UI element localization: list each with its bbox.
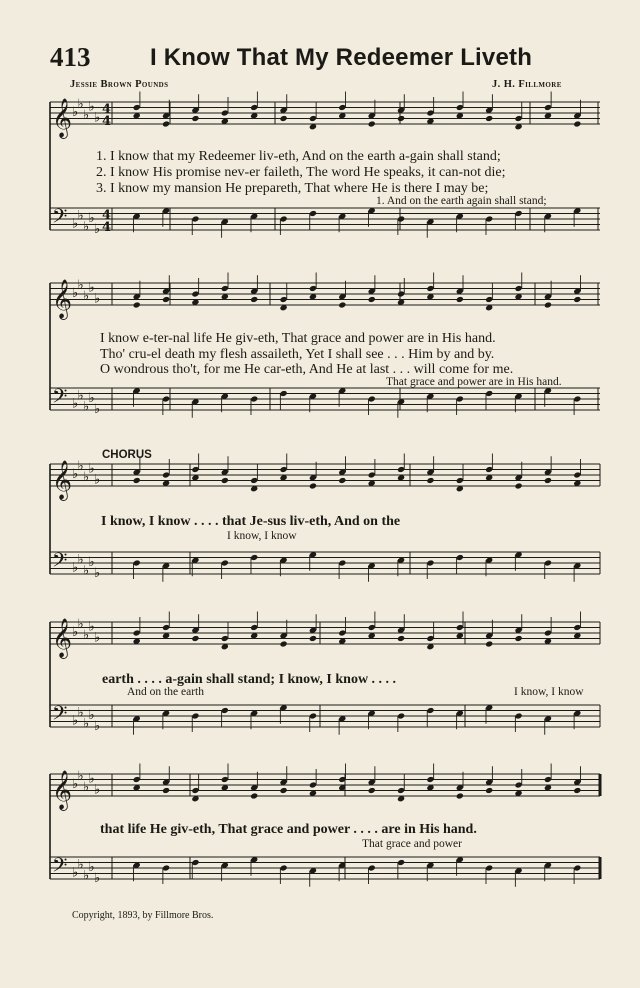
flat-icon: ♭ bbox=[83, 716, 90, 732]
flat-icon: ♭ bbox=[83, 627, 90, 643]
flat-icon: ♭ bbox=[72, 396, 79, 412]
notehead bbox=[250, 792, 258, 799]
notehead bbox=[368, 787, 376, 794]
flat-icon: ♭ bbox=[88, 619, 95, 635]
bass-clef-icon: 𝄢 bbox=[52, 701, 68, 730]
bass-clef-icon: 𝄢 bbox=[52, 384, 68, 413]
notehead bbox=[426, 477, 434, 484]
system2-verse2: Tho' cru-el death my flesh assaileth, Yet I shall see . . . Him by and by. bbox=[100, 347, 495, 362]
notehead bbox=[485, 640, 493, 647]
flat-icon: ♭ bbox=[88, 211, 95, 226]
flat-icon: ♭ bbox=[72, 777, 79, 792]
treble-clef-icon: 𝄞 bbox=[52, 279, 73, 319]
flat-icon: ♭ bbox=[77, 388, 84, 404]
flat-icon: ♭ bbox=[77, 208, 84, 224]
flat-icon: ♭ bbox=[77, 705, 84, 721]
notehead bbox=[309, 635, 317, 642]
system3-echo: I know, I know bbox=[227, 530, 297, 542]
notehead bbox=[515, 482, 523, 489]
system4-echo-right: I know, I know bbox=[514, 686, 584, 698]
notehead bbox=[338, 301, 346, 308]
notehead bbox=[191, 115, 199, 122]
notehead bbox=[456, 296, 464, 303]
flat-icon: ♭ bbox=[83, 107, 90, 123]
flat-icon: ♭ bbox=[94, 566, 101, 581]
notehead bbox=[544, 477, 552, 484]
notehead bbox=[280, 115, 288, 122]
notehead bbox=[280, 640, 288, 647]
flat-icon: ♭ bbox=[72, 560, 79, 576]
flat-icon: ♭ bbox=[88, 555, 95, 570]
system1-verse2: 2. I know His promise nev-er faileth, The word He speaks, it can-not die; bbox=[96, 165, 506, 180]
composer-credit: J. H. Fillmore bbox=[492, 79, 562, 90]
flat-icon: ♭ bbox=[94, 782, 101, 798]
flat-icon: ♭ bbox=[88, 461, 95, 477]
system5-lyric: that life He giv-eth, That grace and power . . . . are in His hand. bbox=[100, 822, 477, 837]
system4-echo-left: And on the earth bbox=[127, 686, 204, 698]
flat-icon: ♭ bbox=[77, 857, 84, 873]
notehead bbox=[397, 635, 405, 642]
flat-icon: ♭ bbox=[88, 708, 95, 723]
flat-icon: ♭ bbox=[94, 222, 101, 237]
notehead bbox=[133, 477, 141, 484]
notehead bbox=[573, 120, 581, 127]
flat-icon: ♭ bbox=[77, 768, 84, 784]
flat-icon: ♭ bbox=[77, 277, 84, 293]
flat-icon: ♭ bbox=[77, 96, 84, 112]
lyricist-credit: Jessie Brown Pounds bbox=[70, 79, 169, 90]
flat-icon: ♭ bbox=[94, 719, 101, 734]
flat-icon: ♭ bbox=[77, 552, 84, 568]
flat-icon: ♭ bbox=[83, 868, 90, 884]
system4-lyric: earth . . . . a-gain shall stand; I know, I know . . . . bbox=[102, 672, 397, 687]
flat-icon: ♭ bbox=[83, 399, 90, 415]
system2-echo: That grace and power are in His hand. bbox=[386, 376, 562, 388]
notehead bbox=[162, 120, 170, 127]
treble-clef-icon: 𝄞 bbox=[52, 770, 73, 810]
system3-lyric: I know, I know . . . . that Je-sus liv-eth, And on the bbox=[101, 514, 401, 529]
flat-icon: ♭ bbox=[88, 391, 95, 406]
hymn-number: 413 bbox=[50, 42, 91, 72]
notehead bbox=[338, 477, 346, 484]
notehead bbox=[133, 301, 141, 308]
flat-icon: ♭ bbox=[88, 280, 95, 296]
notehead bbox=[280, 787, 288, 794]
flat-icon: ♭ bbox=[88, 99, 95, 115]
notehead bbox=[162, 296, 170, 303]
flat-icon: ♭ bbox=[77, 458, 84, 474]
flat-icon: ♭ bbox=[83, 219, 90, 235]
notehead bbox=[162, 787, 170, 794]
treble-clef-icon: 𝄞 bbox=[52, 460, 73, 500]
notehead bbox=[397, 115, 405, 122]
flat-icon: ♭ bbox=[72, 216, 79, 232]
flat-icon: ♭ bbox=[94, 630, 101, 646]
notehead bbox=[309, 482, 317, 489]
notehead bbox=[191, 635, 199, 642]
system2-verse3: O wondrous tho't, for me He car-eth, And He at last . . . will come for me. bbox=[100, 362, 514, 377]
notehead bbox=[368, 296, 376, 303]
time-signature-bottom: 4 bbox=[102, 220, 112, 235]
treble-clef-icon: 𝄞 bbox=[52, 618, 73, 658]
chorus-label: CHORUS bbox=[102, 449, 152, 461]
bass-clef-icon: 𝄢 bbox=[52, 548, 68, 577]
flat-icon: ♭ bbox=[94, 472, 101, 488]
flat-icon: ♭ bbox=[88, 771, 95, 787]
flat-icon: ♭ bbox=[83, 288, 90, 304]
time-signature-top: 4 bbox=[102, 102, 112, 117]
flat-icon: ♭ bbox=[94, 291, 101, 307]
flat-icon: ♭ bbox=[77, 616, 84, 632]
copyright-notice: Copyright, 1893, by Fillmore Bros. bbox=[72, 910, 214, 921]
system1-verse1: 1. I know that my Redeemer liv-eth, And on the earth a-gain shall stand; bbox=[96, 149, 501, 164]
treble-clef-icon: 𝄞 bbox=[52, 98, 73, 138]
flat-icon: ♭ bbox=[72, 286, 79, 301]
notehead bbox=[573, 296, 581, 303]
hymn-title: I Know That My Redeemer Liveth bbox=[150, 44, 533, 71]
notehead bbox=[456, 792, 464, 799]
flat-icon: ♭ bbox=[94, 871, 101, 886]
notehead bbox=[515, 635, 523, 642]
notehead bbox=[485, 787, 493, 794]
flat-icon: ♭ bbox=[94, 110, 101, 126]
bass-clef-icon: 𝄢 bbox=[52, 204, 68, 233]
system2-verse1: I know e-ter-nal life He giv-eth, That grace and power are in His hand. bbox=[100, 331, 496, 346]
notehead bbox=[221, 477, 229, 484]
flat-icon: ♭ bbox=[72, 105, 79, 120]
flat-icon: ♭ bbox=[72, 865, 79, 881]
flat-icon: ♭ bbox=[88, 860, 95, 875]
flat-icon: ♭ bbox=[72, 467, 79, 482]
notehead bbox=[368, 120, 376, 127]
flat-icon: ♭ bbox=[72, 713, 79, 729]
flat-icon: ♭ bbox=[83, 779, 90, 795]
flat-icon: ♭ bbox=[94, 402, 101, 417]
notehead bbox=[250, 296, 258, 303]
system1-verse3: 3. I know my mansion He prepareth, That where He is there I may be; bbox=[96, 181, 489, 196]
flat-icon: ♭ bbox=[83, 563, 90, 579]
time-signature-top: 4 bbox=[102, 208, 112, 223]
flat-icon: ♭ bbox=[83, 469, 90, 485]
system1-echo: 1. And on the earth again shall stand; bbox=[376, 195, 547, 207]
notehead bbox=[485, 115, 493, 122]
flat-icon: ♭ bbox=[72, 625, 79, 640]
system5-echo: That grace and power bbox=[362, 838, 462, 850]
bass-clef-icon: 𝄢 bbox=[52, 853, 68, 882]
notehead bbox=[544, 301, 552, 308]
notehead bbox=[573, 787, 581, 794]
time-signature-bottom: 4 bbox=[102, 114, 112, 129]
